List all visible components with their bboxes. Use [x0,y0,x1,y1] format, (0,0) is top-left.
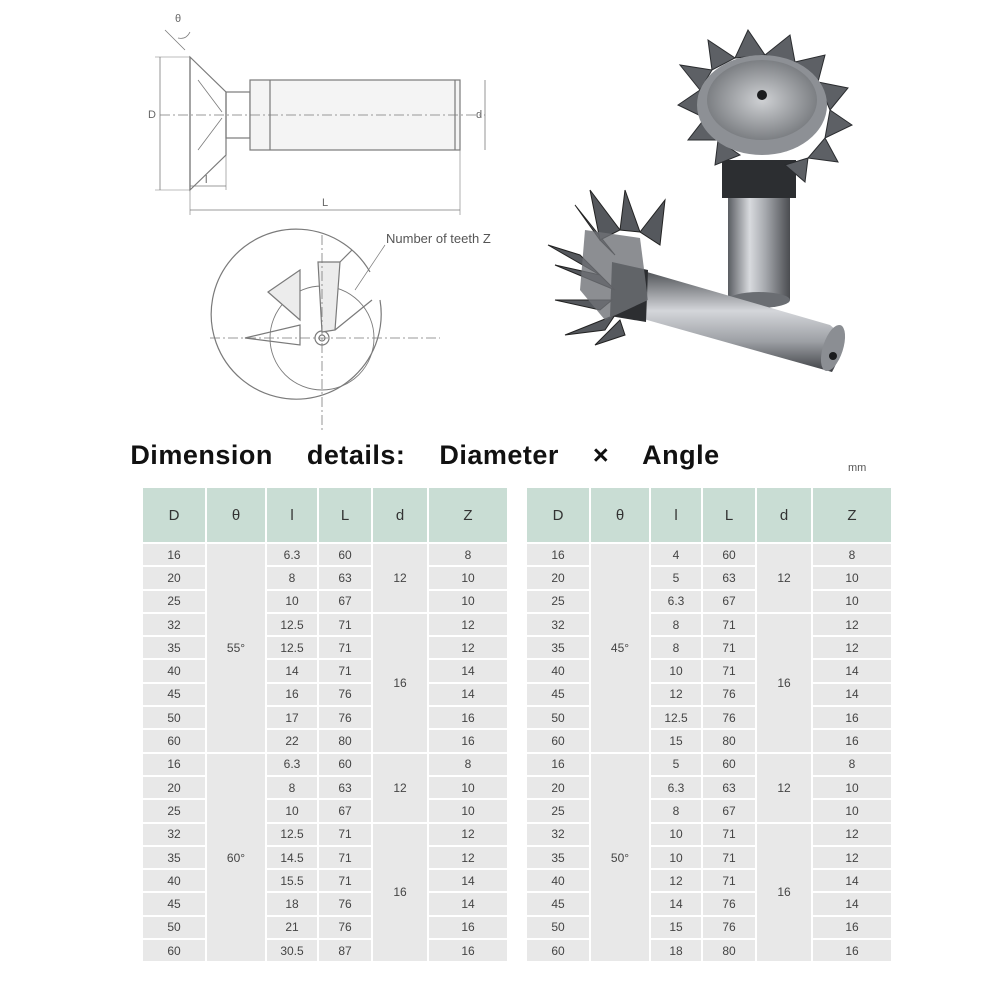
cell-Z: 14 [813,870,891,891]
cell-D: 60 [527,730,589,751]
cell-l: 6.3 [651,591,701,612]
table-row [143,684,507,705]
cell-D: 20 [527,777,589,798]
cell-D: 40 [143,870,205,891]
cell-angle: 60° [207,754,265,962]
cell-D: 40 [527,870,589,891]
cell-D: 60 [527,940,589,961]
cell-D: 32 [527,824,589,845]
table-row [143,614,507,635]
cell-l: 21 [267,917,317,938]
cell-Z: 16 [429,940,507,961]
cell-l: 6.3 [267,544,317,565]
table-row [143,917,507,938]
table-row [143,893,507,914]
table-row [527,824,891,845]
technical-drawings [0,0,1000,430]
cell-L: 71 [319,660,371,681]
cell-D: 25 [143,591,205,612]
table-row [143,940,507,961]
cell-L: 76 [703,684,755,705]
cell-D: 20 [143,567,205,588]
cell-L: 63 [703,567,755,588]
cell-Z: 10 [429,567,507,588]
cell-L: 60 [319,544,371,565]
cell-Z: 14 [813,684,891,705]
cell-L: 76 [703,893,755,914]
cell-Z: 14 [813,893,891,914]
cell-L: 71 [703,847,755,868]
cutter-render-upright [678,30,852,308]
cell-L: 63 [703,777,755,798]
cell-D: 45 [527,893,589,914]
cell-L: 76 [703,707,755,728]
cell-l: 10 [651,824,701,845]
cell-d: 16 [757,614,811,752]
cell-L: 80 [319,730,371,751]
cell-l: 10 [651,660,701,681]
cell-Z: 10 [429,777,507,798]
cell-l: 12.5 [267,614,317,635]
table-row [527,637,891,658]
cell-l: 8 [267,777,317,798]
cell-D: 25 [143,800,205,821]
table-row [527,591,891,612]
cell-l: 12.5 [267,824,317,845]
table-row [143,800,507,821]
table-header-row [527,488,891,542]
cell-Z: 10 [813,800,891,821]
header-Z: Z [429,488,507,542]
header-D: D [143,488,205,542]
cell-l: 6.3 [267,754,317,775]
cell-D: 35 [143,637,205,658]
cell-L: 76 [319,707,371,728]
cell-Z: 14 [429,684,507,705]
cell-d: 12 [757,544,811,612]
cell-L: 63 [319,777,371,798]
dimension-d-label: d [476,109,483,121]
cell-d: 12 [373,754,427,822]
spec-table-left [141,486,509,963]
cell-L: 71 [703,614,755,635]
cell-D: 50 [527,917,589,938]
table-row [527,917,891,938]
dimension-details-heading: Dimension details: Diameter × Angle [130,440,720,470]
dimension-l-label: l [205,174,208,186]
cell-L: 71 [319,847,371,868]
cell-l: 10 [267,800,317,821]
table-row [527,567,891,588]
cell-L: 60 [703,544,755,565]
side-view-drawing [155,30,485,215]
cell-D: 16 [143,544,205,565]
cell-D: 25 [527,800,589,821]
cell-d: 16 [373,614,427,752]
cell-l: 8 [651,800,701,821]
table-row [527,660,891,681]
cell-D: 20 [527,567,589,588]
cell-D: 50 [143,917,205,938]
cell-l: 5 [651,567,701,588]
cell-d: 16 [373,824,427,962]
cell-l: 15.5 [267,870,317,891]
cell-D: 40 [143,660,205,681]
cell-Z: 10 [429,591,507,612]
cell-Z: 12 [429,847,507,868]
table-row [143,777,507,798]
cell-Z: 16 [429,730,507,751]
cell-Z: 10 [813,591,891,612]
cell-Z: 8 [429,544,507,565]
cell-Z: 16 [813,730,891,751]
cell-l: 16 [267,684,317,705]
table-row [527,544,891,565]
dimension-L-label: L [322,197,329,209]
cell-angle: 55° [207,544,265,752]
table-header-row [143,488,507,542]
cell-l: 10 [267,591,317,612]
table-row [527,707,891,728]
cell-D: 35 [527,847,589,868]
cell-D: 32 [527,614,589,635]
cell-l: 8 [651,637,701,658]
table-row [143,847,507,868]
header-theta: θ [207,488,265,542]
cell-D: 60 [143,730,205,751]
cell-l: 18 [267,893,317,914]
cell-l: 17 [267,707,317,728]
table-row [143,707,507,728]
cell-Z: 12 [813,637,891,658]
cell-L: 80 [703,730,755,751]
cell-Z: 16 [813,707,891,728]
table-row [527,870,891,891]
cell-D: 32 [143,614,205,635]
cell-l: 30.5 [267,940,317,961]
cell-Z: 14 [429,660,507,681]
cell-L: 63 [319,567,371,588]
table-row [143,567,507,588]
cell-D: 45 [143,684,205,705]
cell-l: 10 [651,847,701,868]
table-row [527,777,891,798]
cell-L: 87 [319,940,371,961]
cell-l: 14 [267,660,317,681]
cell-L: 71 [319,637,371,658]
dimension-D-label: D [148,109,156,121]
cell-L: 71 [703,870,755,891]
table-row [527,800,891,821]
cell-D: 32 [143,824,205,845]
cell-l: 14.5 [267,847,317,868]
cell-l: 14 [651,893,701,914]
cell-Z: 16 [813,940,891,961]
cell-angle: 50° [591,754,649,962]
table-row [527,847,891,868]
theta-mark: θ [175,13,182,25]
table-row [143,730,507,751]
cell-d: 12 [757,754,811,822]
cell-D: 60 [143,940,205,961]
cell-Z: 14 [429,893,507,914]
cell-L: 71 [319,614,371,635]
cell-L: 71 [703,660,755,681]
header-L: L [703,488,755,542]
table-row [527,940,891,961]
header-d: d [373,488,427,542]
header-l: l [267,488,317,542]
table-row [143,591,507,612]
cell-Z: 16 [813,917,891,938]
cell-D: 35 [143,847,205,868]
cell-D: 16 [143,754,205,775]
cell-D: 16 [527,544,589,565]
cell-L: 67 [319,800,371,821]
cell-L: 76 [319,917,371,938]
table-body [527,544,891,961]
table-row [527,614,891,635]
cell-D: 35 [527,637,589,658]
cell-L: 80 [703,940,755,961]
cell-l: 15 [651,730,701,751]
cell-D: 40 [527,660,589,681]
cell-l: 12 [651,870,701,891]
table-body [143,544,507,961]
cell-Z: 14 [429,870,507,891]
cell-Z: 12 [429,824,507,845]
cell-Z: 10 [813,777,891,798]
cell-Z: 12 [429,637,507,658]
cell-d: 16 [757,824,811,962]
header-l: l [651,488,701,542]
header-D: D [527,488,589,542]
cell-Z: 16 [429,917,507,938]
cell-L: 71 [703,637,755,658]
cell-l: 18 [651,940,701,961]
cell-Z: 12 [813,614,891,635]
cell-L: 67 [319,591,371,612]
header-theta: θ [591,488,649,542]
cell-Z: 16 [429,707,507,728]
teeth-count-label: Number of teeth Z [386,231,491,246]
cell-Z: 8 [429,754,507,775]
table-row [527,684,891,705]
table-row [143,870,507,891]
cell-l: 22 [267,730,317,751]
cell-D: 16 [527,754,589,775]
cell-L: 71 [703,824,755,845]
cell-l: 12.5 [267,637,317,658]
header-d: d [757,488,811,542]
cell-L: 76 [319,893,371,914]
cell-L: 60 [319,754,371,775]
cutter-render-lying [548,190,850,374]
cell-Z: 12 [813,824,891,845]
cell-L: 67 [703,800,755,821]
cell-l: 4 [651,544,701,565]
table-row [527,893,891,914]
table-row [143,660,507,681]
cell-D: 50 [527,707,589,728]
unit-label: mm [848,462,867,474]
cell-D: 25 [527,591,589,612]
spec-table-right [525,486,893,963]
cell-L: 71 [319,824,371,845]
cell-D: 45 [143,893,205,914]
cell-l: 8 [651,614,701,635]
cell-L: 76 [703,917,755,938]
cell-d: 12 [373,544,427,612]
cell-L: 60 [703,754,755,775]
cell-l: 12.5 [651,707,701,728]
cell-L: 76 [319,684,371,705]
header-Z: Z [813,488,891,542]
cell-Z: 14 [813,660,891,681]
cell-D: 50 [143,707,205,728]
cell-Z: 10 [813,567,891,588]
cell-Z: 8 [813,754,891,775]
cell-Z: 12 [429,614,507,635]
cell-l: 8 [267,567,317,588]
cell-Z: 8 [813,544,891,565]
cell-L: 71 [319,870,371,891]
cell-l: 12 [651,684,701,705]
cell-Z: 12 [813,847,891,868]
cell-angle: 45° [591,544,649,752]
table-row [143,754,507,775]
header-L: L [319,488,371,542]
cell-L: 67 [703,591,755,612]
table-row [143,637,507,658]
cell-l: 6.3 [651,777,701,798]
cell-Z: 10 [429,800,507,821]
cell-D: 45 [527,684,589,705]
cell-l: 5 [651,754,701,775]
table-row [527,730,891,751]
cell-l: 15 [651,917,701,938]
table-row [143,544,507,565]
cell-D: 20 [143,777,205,798]
table-row [527,754,891,775]
front-view-drawing [210,229,440,430]
table-row [143,824,507,845]
